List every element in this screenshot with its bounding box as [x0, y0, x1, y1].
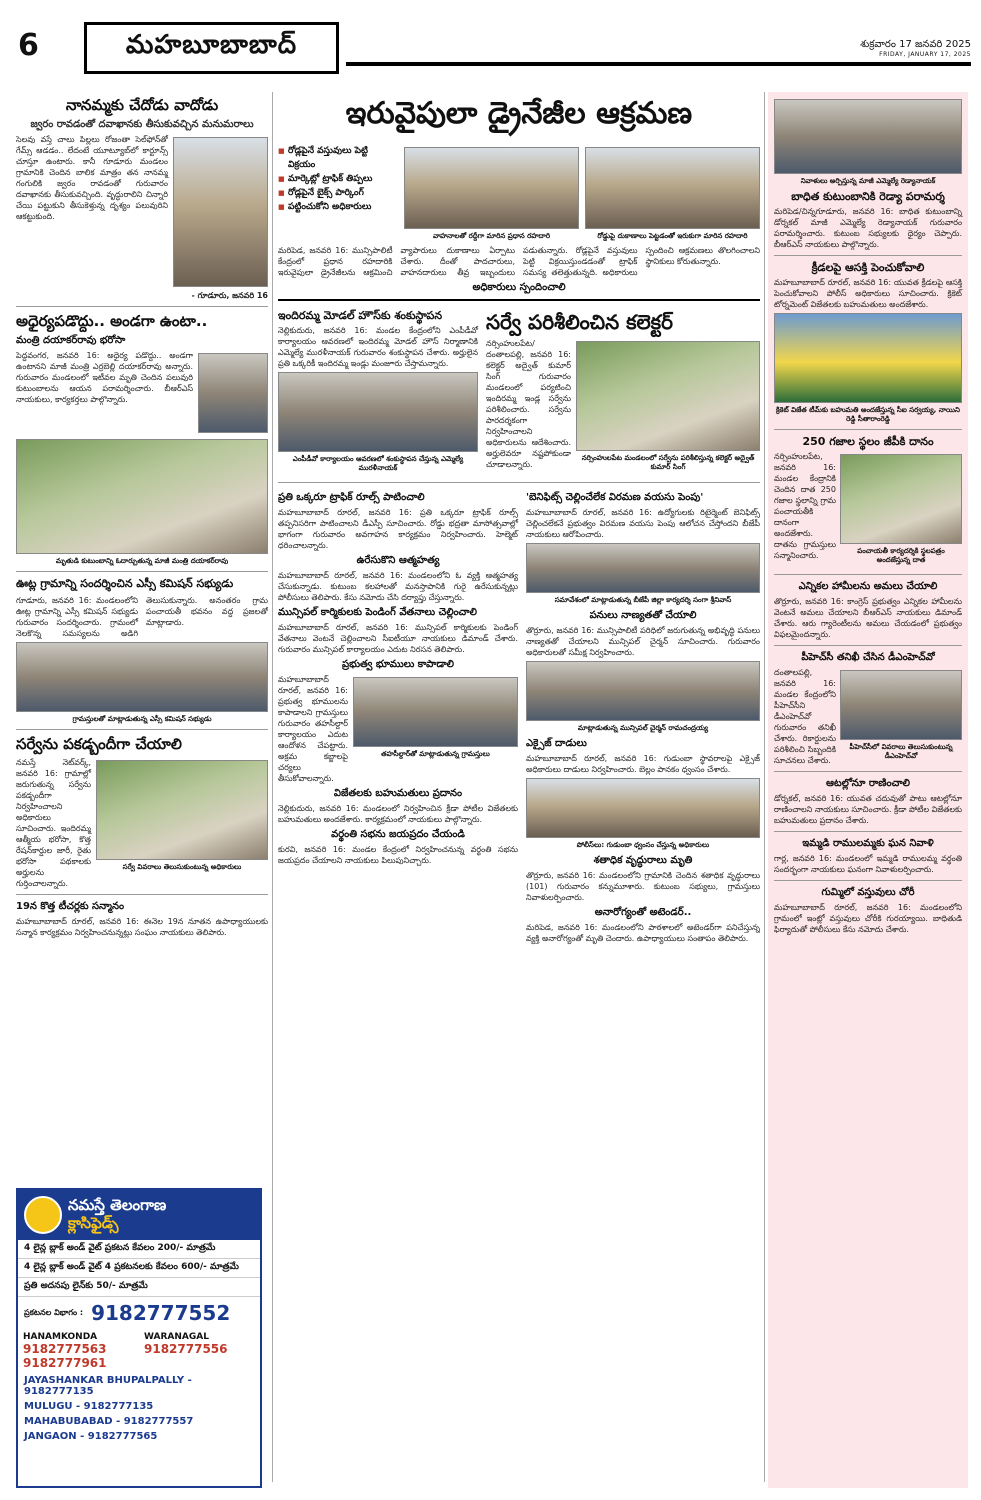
article-survey: [16, 735, 268, 889]
lead-photo-1: [404, 147, 579, 229]
ad-offices: [18, 1329, 260, 1373]
article-land: [278, 658, 518, 784]
bullet-item: ■ మార్కెట్లో ట్రాఫిక్ తిప్పలు: [278, 172, 398, 186]
office-phone: 9182777961: [23, 1356, 107, 1370]
divider: [278, 299, 760, 301]
article-body: నెల్లికుదురు, జనవరి 16: మండల కేంద్రంలోని ఎంపీడీవో కార్యాలయం ఆవరణలో ఇందిరమ్మ మోడల్ హౌస్ నిర్మాణానికి ఎమ్మెల్యే మురళీనాయక్ గురువారం శంకుస్థాపన చేశారు. అర్హులైన ప్రతి ఒక్కరికీ ఇందిరమ్మ ఇండ్లు మంజూరు చేస్తామన్నారు.: [278, 326, 478, 368]
divider: [774, 831, 962, 832]
article-sports: [774, 261, 962, 424]
photo-caption: వాహనాలతో రద్దీగా మారిన ప్రధాన రహదారి: [433, 232, 550, 240]
lead-photo-2: [585, 147, 760, 229]
divider: [16, 729, 268, 730]
article-body: గార్ల, జనవరి 16: మండలంలో ఇమ్మడి రాములమ్మ వర్థంతి సందర్భంగా నాయకులు ఘనంగా నివాళులర్పించారు.: [774, 854, 962, 874]
masthead: [10, 22, 971, 78]
article-tribute: [774, 837, 962, 875]
article-headline: ఇందిరమ్మ మోడల్ హౌస్‌కు శంకుస్థాపన: [278, 309, 443, 322]
article-body: కురవి, జనవరి 16: మండల కేంద్రంలో నిర్వహించనున్న వర్థంతి సభను జయప్రదం చేయాలని నాయకులు పిలుపునిచ్చారు.: [278, 845, 518, 865]
article-teachers: [16, 900, 268, 938]
article-body: మహబూబాబాద్ రూరల్, జనవరి 16: ఉద్యోగులకు రిటైర్మెంట్ బెనిఫిట్స్ చెల్లించలేకనే ప్రభుత్వం విరమణ వయసు పెంపు ఆలోచన చేస్తోందని బీజేపీ నాయకులు ఆరోపించారు.: [526, 508, 760, 539]
article-body: మరిపెడ, జనవరి 16: మండలంలోని పాఠశాలలో అటెండర్‌గా పనిచేస్తున్న వ్యక్తి అనారోగ్యంతో మృతి చెందారు. ఉపాధ్యాయులు సంతాపం తెలిపారు.: [526, 923, 760, 943]
article-photo: [16, 642, 268, 712]
photo-caption: పంచాయతీ కార్యదర్శికి స్థలపత్రం అందజేస్తున్న దాత: [857, 547, 945, 564]
ad-row: MAHABUBABAD - 9182777557: [24, 1416, 194, 1427]
divider: [774, 880, 962, 881]
article-headline: సర్వే పరిశీలించిన కలెక్టర్: [486, 310, 673, 334]
classifieds-ad: [16, 1188, 262, 1488]
article-theft: [774, 886, 962, 935]
article-photo: [173, 137, 268, 287]
masthead-rule: [346, 62, 971, 66]
office-name: WARANAGAL: [144, 1332, 209, 1342]
photo-caption: సర్వే వివరాలు తెలుసుకుంటున్న అధికారులు: [122, 863, 242, 871]
article-body: పెద్దవంగర, జనవరి 16: అధైర్య పడొద్దు.. అండగా ఉంటానని మాజీ మంత్రి ఎర్రబెల్లి దయాకర్‌రావు అన్నారు. గురువారం మండలంలో ఇటీవల మృతి చెందిన పలువురి కుటుంబాలను ఆయన పరామర్శించారు. బీఆర్‌ఎస్ నాయకులు, కార్యకర్తలు పాల్గొన్నారు.: [16, 351, 193, 404]
divider: [16, 894, 268, 895]
article-grandmother: [16, 96, 268, 301]
article-body: సెలవు వస్తే చాలు పిల్లలు రోజంతా సెల్‌ఫోన్‌తో గేమ్స్ ఆడడం.. లేదంటే యూట్యూబ్‌లో కార్టూన్స్ చూస్తూ ఉంటారు. కానీ గూడూరు మండలం గ్రామానికి చెందిన బాలిక మాత్రం తన నానమ్మ గంగులికి జ్వరం రావడంతో గురువారం దవాఖానకు తీసుకువచ్చింది. వృద్ధురాలిని చిన్నారి చేయి పట్టుకుని తీసుకెళ్తున్న దృశ్యం పలువురిని ఆకట్టుకుంది.: [16, 135, 168, 221]
article-photo: [526, 661, 760, 721]
office-phone: 9182777556: [144, 1342, 228, 1356]
article-body: మహబూబాబాద్ రూరల్, జనవరి 16: ప్రతి ఒక్కరూ ట్రాఫిక్ రూల్స్ తప్పనిసరిగా పాటించాలని డీఎస్పీ సూచించారు. రోడ్డు భద్రతా మాసోత్సవాల్లో భాగంగా గురువారం అవగాహన కార్యక్రమం నిర్వహించారు. హెల్మెట్ ధరించాలన్నారు.: [278, 508, 518, 550]
page-number: 6: [18, 28, 39, 63]
lead-subhead: అధికారులు స్పందించాలి: [472, 282, 566, 293]
divider: [278, 482, 760, 483]
article-headline: ఎక్సైజ్ దాడులు: [526, 738, 587, 749]
article-headline: క్రీడలపై ఆసక్తి పెంచుకోవాలి: [811, 261, 925, 274]
photo-caption: మాట్లాడుతున్న మున్సిపల్ చైర్మన్ రామచంద్రయ్య: [577, 724, 709, 732]
ad-row: JAYASHANKAR BHUPALPALLY - 9182777135: [24, 1375, 192, 1397]
article-body: తొర్రూరు, జనవరి 16: మున్సిపాలిటీ పరిధిలో జరుగుతున్న అభివృద్ధి పనులు నాణ్యతతో చేయాలని మున్సిపల్ చైర్మన్ సూచించారు. గురువారం అధికారులతో సమీక్ష నిర్వహించారు.: [526, 626, 760, 657]
date-telugu: శుక్రవారం 17 జనవరి 2025: [860, 39, 971, 50]
article-headline: మున్సిపల్ కార్మికులకు పెండింగ్ వేతనాలు చెల్లించాలి: [278, 607, 477, 618]
article-prizes: [278, 787, 518, 825]
article-photo: [526, 778, 760, 838]
article-body: దంతాలపల్లి, జనవరి 16: మండల కేంద్రంలోని పీహెచ్‌సీని డీఎంహెచ్‌వో గురువారం తనిఖీ చేశారు. రికార్డులను పరిశీలించి సిబ్బందికి సూచనలు చేశారు.: [774, 668, 836, 765]
divider: [774, 645, 962, 646]
date-english: FRIDAY, JANUARY 17, 2025: [879, 51, 971, 58]
divider: [16, 306, 268, 307]
article-photo: [774, 99, 962, 174]
lead-body: మరిపెడ, జనవరి 16: మున్సిపాలిటీ కేంద్రంలో ప్రధాన రహదారికి ఇరువైపులా డ్రైనేజీలను ఆక్రమించి వ్యాపారులు దుకాణాలు ఏర్పాటు చేశారు. దీంతో పాదచారులు, వాహనదారులు తీవ్ర ఇబ్బందులు పడుతున్నారు. రోడ్లపైనే వస్తువులు పెట్టి విక్రయిస్తుండడంతో ట్రాఫిక్ సమస్య తలెత్తుతున్నది. అధికారులు స్పందించి ఆక్రమణలు తొలగించాలని స్థానికులు కోరుతున్నారు.: [278, 246, 760, 277]
article-land-donation: [774, 435, 962, 569]
article-health: [526, 906, 760, 944]
divider: [774, 255, 962, 256]
ad-brand: నమస్తే తెలంగాణ: [68, 1196, 167, 1214]
divider: [16, 571, 268, 572]
column-divider: [764, 92, 765, 1482]
article-collector: [486, 306, 760, 477]
article-body: మహబూబాబాద్ రూరల్, జనవరి 16: గుడుంబా స్థావరాలపై ఎక్సైజ్ అధికారులు దాడులు నిర్వహించారు. బెల్లం పానకం ధ్వంసం చేశారు.: [526, 754, 760, 774]
article-photo: [96, 760, 268, 860]
article-headline: బాధిత కుటుంబానికి రెడ్యా పరామర్శ: [791, 190, 945, 203]
article-photo: [840, 454, 962, 544]
article-headline: ఆటల్లోనూ రాణించాలి: [826, 778, 910, 789]
article-headline: ఊట్ల గ్రామాన్ని సందర్శించిన ఎస్సీ కమిషన్ సభ్యుడు: [16, 577, 234, 590]
article-body: మహబూబాబాద్ రూరల్, జనవరి 16: యువత క్రీడలపై ఆసక్తి పెంచుకోవాలని పోలీస్ అధికారులు సూచించారు. క్రికెట్ టోర్నమెంట్ విజేతలకు బహుమతులు అందజేశారు.: [774, 278, 962, 309]
article-body: మహబూబాబాద్ రూరల్, జనవరి 16: మున్సిపల్ కార్మికులకు పెండింగ్ వేతనాలు వెంటనే చెల్లించాలని సీఐటీయూ నాయకులు డిమాండ్ చేశారు. గురువారం మున్సిపల్ కార్యాలయం ఎదుట నిరసన తెలిపారు.: [278, 623, 518, 654]
article-body: తొర్రూరు, జనవరి 16: మండలంలోని గ్రామానికి చెందిన శతాధిక వృద్ధురాలు (101) గురువారం కన్నుమూశారు. కుటుంబ సభ్యులు, గ్రామస్తులు నివాళులర్పించారు.: [526, 871, 760, 902]
photo-caption: తహసీల్దార్‌తో మాట్లాడుతున్న గ్రామస్తులు: [381, 750, 490, 758]
article-body: నమస్తే నెట్‌వర్క్, జనవరి 16: గ్రామాల్లో జరుగుతున్న సర్వేను పకడ్బందీగా నిర్వహించాలని అధికారులు సూచించారు. ఇందిరమ్మ ఆత్మీయ భరోసా, కొత్త రేషన్‌కార్డుల జారీ, రైతు భరోసా పథకాలకు అర్హులను గుర్తించాలన్నారు.: [16, 758, 91, 888]
bullet-item: ■ రోడ్లపైనే వస్తువులు పెట్టి విక్రయం: [278, 144, 398, 172]
article-headline: ఎన్నికల హామీలను అమలు చేయాలి: [798, 581, 938, 592]
divider: [774, 771, 962, 772]
article-headline: పీహెచ్‌సీ తనిఖీ చేసిన డీఎంహెచ్‌వో: [801, 652, 935, 663]
article-suicide: [278, 554, 518, 603]
article-subhead: మంత్రి దయాకర్‌రావు భరోసా: [16, 335, 126, 346]
article-phc: [774, 651, 962, 766]
article-body: డోర్నకల్, జనవరి 16: యువత చదువుతో పాటు ఆటల్లోనూ రాణించాలని నాయకులు సూచించారు. క్రీడా పోటీల విజేతలకు బహుమతులు ప్రదానం చేశారు.: [774, 794, 962, 825]
article-photo: [278, 372, 478, 452]
article-photo: [353, 677, 518, 747]
article-promises: [774, 580, 962, 640]
article-body: గూడూరు, జనవరి 16: మండలంలోని ఊట్ల గ్రామాన్ని ఎస్సీ కమిషన్ సభ్యుడు గురువారం సందర్శించారు. గ్రామంలో నెలకొన్న సమస్యలను అడిగి తెలుసుకున్నారు. అనంతరం గ్రామ పంచాయతీ భవనం వద్ద ప్రజలతో మాట్లాడారు.: [16, 596, 268, 638]
article-elder: [526, 854, 760, 903]
article-headline: ఉరేసుకొని ఆత్మహత్య: [356, 555, 440, 566]
photo-caption: గ్రామస్తులతో మాట్లాడుతున్న ఎస్సీ కమిషన్ సభ్యుడు: [72, 715, 212, 723]
photo-caption: క్రికెట్ విజేత టీమ్‌కు బహుమతి అందజేస్తున్న సీఐ సర్వయ్య, నాయిని రెడ్డి సీతారాంరెడ్డి: [776, 406, 960, 423]
photo-caption: ఎంపీడీవో కార్యాలయం ఆవరణలో శంకుస్థాపన చేస్తున్న ఎమ్మెల్యే మురళీనాయక్: [292, 455, 464, 472]
office-phone: 9182777563: [23, 1342, 107, 1356]
divider: [774, 429, 962, 430]
article-headline: సర్వేను పకడ్బందీగా చేయాలి: [16, 735, 182, 753]
article-headline: ఇమ్మడి రాములమ్మకు ఘన నివాళి: [802, 838, 934, 849]
article-headline: అధైర్యపడొద్దు.. అండగా ఉంటా..: [16, 312, 208, 330]
article-headline: 250 గజాల స్థలం జీపీకి దానం: [802, 435, 934, 448]
portrait-photo: [198, 353, 268, 433]
article-headline: నానమ్మకు చేదోడు వాదోడు: [65, 96, 219, 114]
article-body: మహబూబాబాద్ రూరల్, జనవరి 16: ప్రభుత్వ భూములను కాపాడాలని గ్రామస్తులు గురువారం తహసీల్దార్ కార్యాలయం ఎదుట ఆందోళన చేపట్టారు. అక్రమ కబ్జాలపై చర్యలు తీసుకోవాలన్నారు.: [278, 675, 348, 783]
divider: [774, 574, 962, 575]
article-body: మరిపెడ/చిన్నగూడూరు, జనవరి 16: బాధిత కుటుంబాన్ని డోర్నకల్ మాజీ ఎమ్మెల్యే రెడ్యానాయక్ గురువారం పరామర్శించారు. కుటుంబ సభ్యులకు ధైర్యం చెప్పారు. బీఆర్‌ఎస్ నాయకులు పాల్గొన్నారు.: [774, 207, 962, 249]
article-errabelli: [16, 312, 268, 566]
lead-bullets: [278, 144, 398, 245]
ad-offer-1: 4 లైన్ల బ్లాక్ అండ్ వైట్ ప్రకటన కేవలం 200/- మాత్రమే: [18, 1240, 260, 1259]
article-body: మహబూబాబాద్ రూరల్, జనవరి 16: మండలంలోని ఓ వ్యక్తి ఆత్మహత్య చేసుకున్నాడు. కుటుంబ కలహాలతో మనస్తాపానికి గురై ఉరేసుకున్నట్లు పోలీసులు తెలిపారు. కేసు నమోదు చేసి దర్యాప్తు చేస్తున్నారు.: [278, 571, 518, 602]
ad-row: JANGAON - 9182777565: [24, 1431, 158, 1442]
article-body: నర్సింహులపేట/దంతాలపల్లి, జనవరి 16: కలెక్టర్ అద్వైత్ కుమార్ సింగ్ గురువారం మండలంలో పర్యటించి ఇందిరమ్మ ఇండ్ల సర్వేను పరిశీలించారు. సర్వేను పారదర్శకంగా నిర్వహించాలని అధికారులను ఆదేశించారు. అర్హులెవరూ నష్టపోకుండా చూడాలన్నారు.: [486, 339, 571, 469]
article-body: తొర్రూరు, జనవరి 16: కాంగ్రెస్ ప్రభుత్వం ఎన్నికల హామీలను వెంటనే అమలు చేయాలని బీఆర్‌ఎస్ నాయకులు డిమాండ్ చేశారు. ఆరు గ్యారెంటీలను అమలు చేయడంలో ప్రభుత్వం విఫలమైందన్నారు.: [774, 597, 962, 639]
article-works: [526, 609, 760, 733]
article-body: నెల్లికుదురు, జనవరి 16: మండలంలో నిర్వహించిన క్రీడా పోటీల విజేతలకు బహుమతులు అందజేశారు. కార్యక్రమంలో నాయకులు పాల్గొన్నారు.: [278, 804, 518, 824]
ad-offer-3: ప్రతి అదనపు లైన్‌కు 50/- మాత్రమే: [18, 1278, 260, 1297]
article-headline: శతాధిక వృద్ధురాలు మృతి: [593, 855, 693, 866]
edition-title: మహబూబాబాద్: [84, 22, 339, 74]
article-workers: [278, 606, 518, 655]
article-benefits: [526, 491, 760, 605]
photo-caption: మృతుడి కుటుంబాన్ని ఓదార్చుతున్న మాజీ మంత్రి దయాకర్‌రావు: [55, 557, 229, 565]
article-body: నర్సింహులపేట, జనవరి 16: మండల కేంద్రానికి చెందిన దాత 250 గజాల స్థలాన్ని గ్రామ పంచాయతీకి దానంగా అందజేశారు. దాతను గ్రామస్తులు సన్మానించారు.: [774, 452, 836, 560]
article-headline: ప్రతి ఒక్కరూ ట్రాఫిక్ రూల్స్ పాటించాలి: [278, 492, 425, 503]
article-photo: [526, 543, 760, 593]
article-redya: [774, 190, 962, 250]
office-name: HANAMKONDA: [23, 1332, 98, 1342]
middle-column: [278, 92, 760, 1488]
article-headline: అనారోగ్యంతో అటెండర్..: [594, 907, 692, 918]
article-headline: గుమ్మిలో వస్తువులు చోరీ: [821, 887, 915, 898]
article-photo: [840, 670, 962, 740]
article-headline: ప్రభుత్వ భూములు కాపాడాలి: [341, 659, 454, 670]
lead-article: [278, 96, 760, 294]
ad-contact-phone: 9182777552: [91, 1301, 231, 1325]
column-divider: [272, 92, 273, 1482]
photo-caption: నివాళులు అర్పిస్తున్న మాజీ ఎమ్మెల్యే రెడ్యానాయక్: [800, 177, 936, 185]
namaste-telangana-logo-icon: [24, 1196, 62, 1234]
article-sc-commission: [16, 577, 268, 724]
photo-caption: నర్సింహులపేట మండలంలో సర్వేను పరిశీలిస్తున్న కలెక్టర్ అద్వైత్ కుమార్ సింగ్: [581, 454, 755, 471]
photo-caption: పోలీస్‌లు: గుడుంబా ధ్వంసం చేస్తున్న అధికారులు: [576, 841, 710, 849]
article-photo: [576, 341, 760, 451]
lead-headline: ఇరువైపులా డ్రైనేజీల ఆక్రమణ: [345, 96, 693, 131]
ad-brand-sub: క్లాసిఫైడ్స్: [68, 1214, 119, 1232]
article-photo: [16, 439, 268, 554]
ad-offer-2: 4 లైన్ల బ్లాక్ అండ్ వైట్ 4 ప్రకటనలకు కేవలం 600/- మాత్రమే: [18, 1259, 260, 1278]
article-headline: విజేతలకు బహుమతులు ప్రదానం: [333, 788, 463, 799]
article-headline: 19న కొత్త టీచర్లకు సన్మానం: [16, 901, 125, 912]
article-headline: వర్థంతి సభను జయప్రదం చేయండి: [331, 829, 465, 840]
photo-caption: పీహెచ్‌సీలో వివరాలు తెలుసుకుంటున్న డీఎంహెచ్‌వో: [849, 743, 953, 760]
article-headline: పనులు నాణ్యతతో చేయాలి: [589, 610, 697, 621]
article-body: మహబూబాబాద్ రూరల్, జనవరి 16: ఈనెల 19న నూతన ఉపాధ్యాయులకు సన్మాన కార్యక్రమం నిర్వహించనున్నట్లు సంఘం నాయకులు తెలిపారు.: [16, 917, 268, 937]
article-subhead: జ్వరం రావడంతో దవాఖానకు తీసుకువచ్చిన మనుమరాలు: [30, 119, 254, 130]
article-body: మహబూబాబాద్ రూరల్, జనవరి 16: మండలంలోని గ్రామంలో ఇంట్లో వస్తువులు చోరీకి గురయ్యాయి. బాధితుడి ఫిర్యాదుతో పోలీసులు కేసు నమోదు చేశారు.: [774, 903, 962, 934]
ad-row: MULUGU - 9182777135: [24, 1401, 154, 1412]
article-traffic: [278, 491, 518, 551]
article-model-house: [278, 306, 478, 477]
right-column: [768, 92, 968, 1488]
article-credit: - గూడూరు, జనవరి 16: [191, 291, 268, 300]
ad-header: [18, 1190, 260, 1240]
article-headline: 'బెనిఫిట్స్ చెల్లించేలేక విరమణ వయసు పెంపు': [526, 492, 704, 503]
article-excise: [526, 737, 760, 850]
photo-caption: రోడ్డుపై దుకాణాలు పెట్టడంతో ఇరుకుగా మారిన రహదారి: [597, 232, 748, 240]
article-photo: [774, 313, 962, 403]
article-meeting: [278, 828, 518, 866]
article-games: [774, 777, 962, 826]
bullet-item: ■ రోడ్లపైనే బైక్స్ పార్కింగ్: [278, 186, 398, 200]
bullet-item: ■ పట్టించుకోని అధికారులు: [278, 200, 398, 214]
ad-contact-label: ప్రకటనల విభాగం :: [24, 1307, 84, 1317]
photo-caption: సమావేశంలో మాట్లాడుతున్న బీజేపీ జిల్లా కార్యదర్శి సంగా శ్రీనివాస్: [554, 596, 732, 604]
